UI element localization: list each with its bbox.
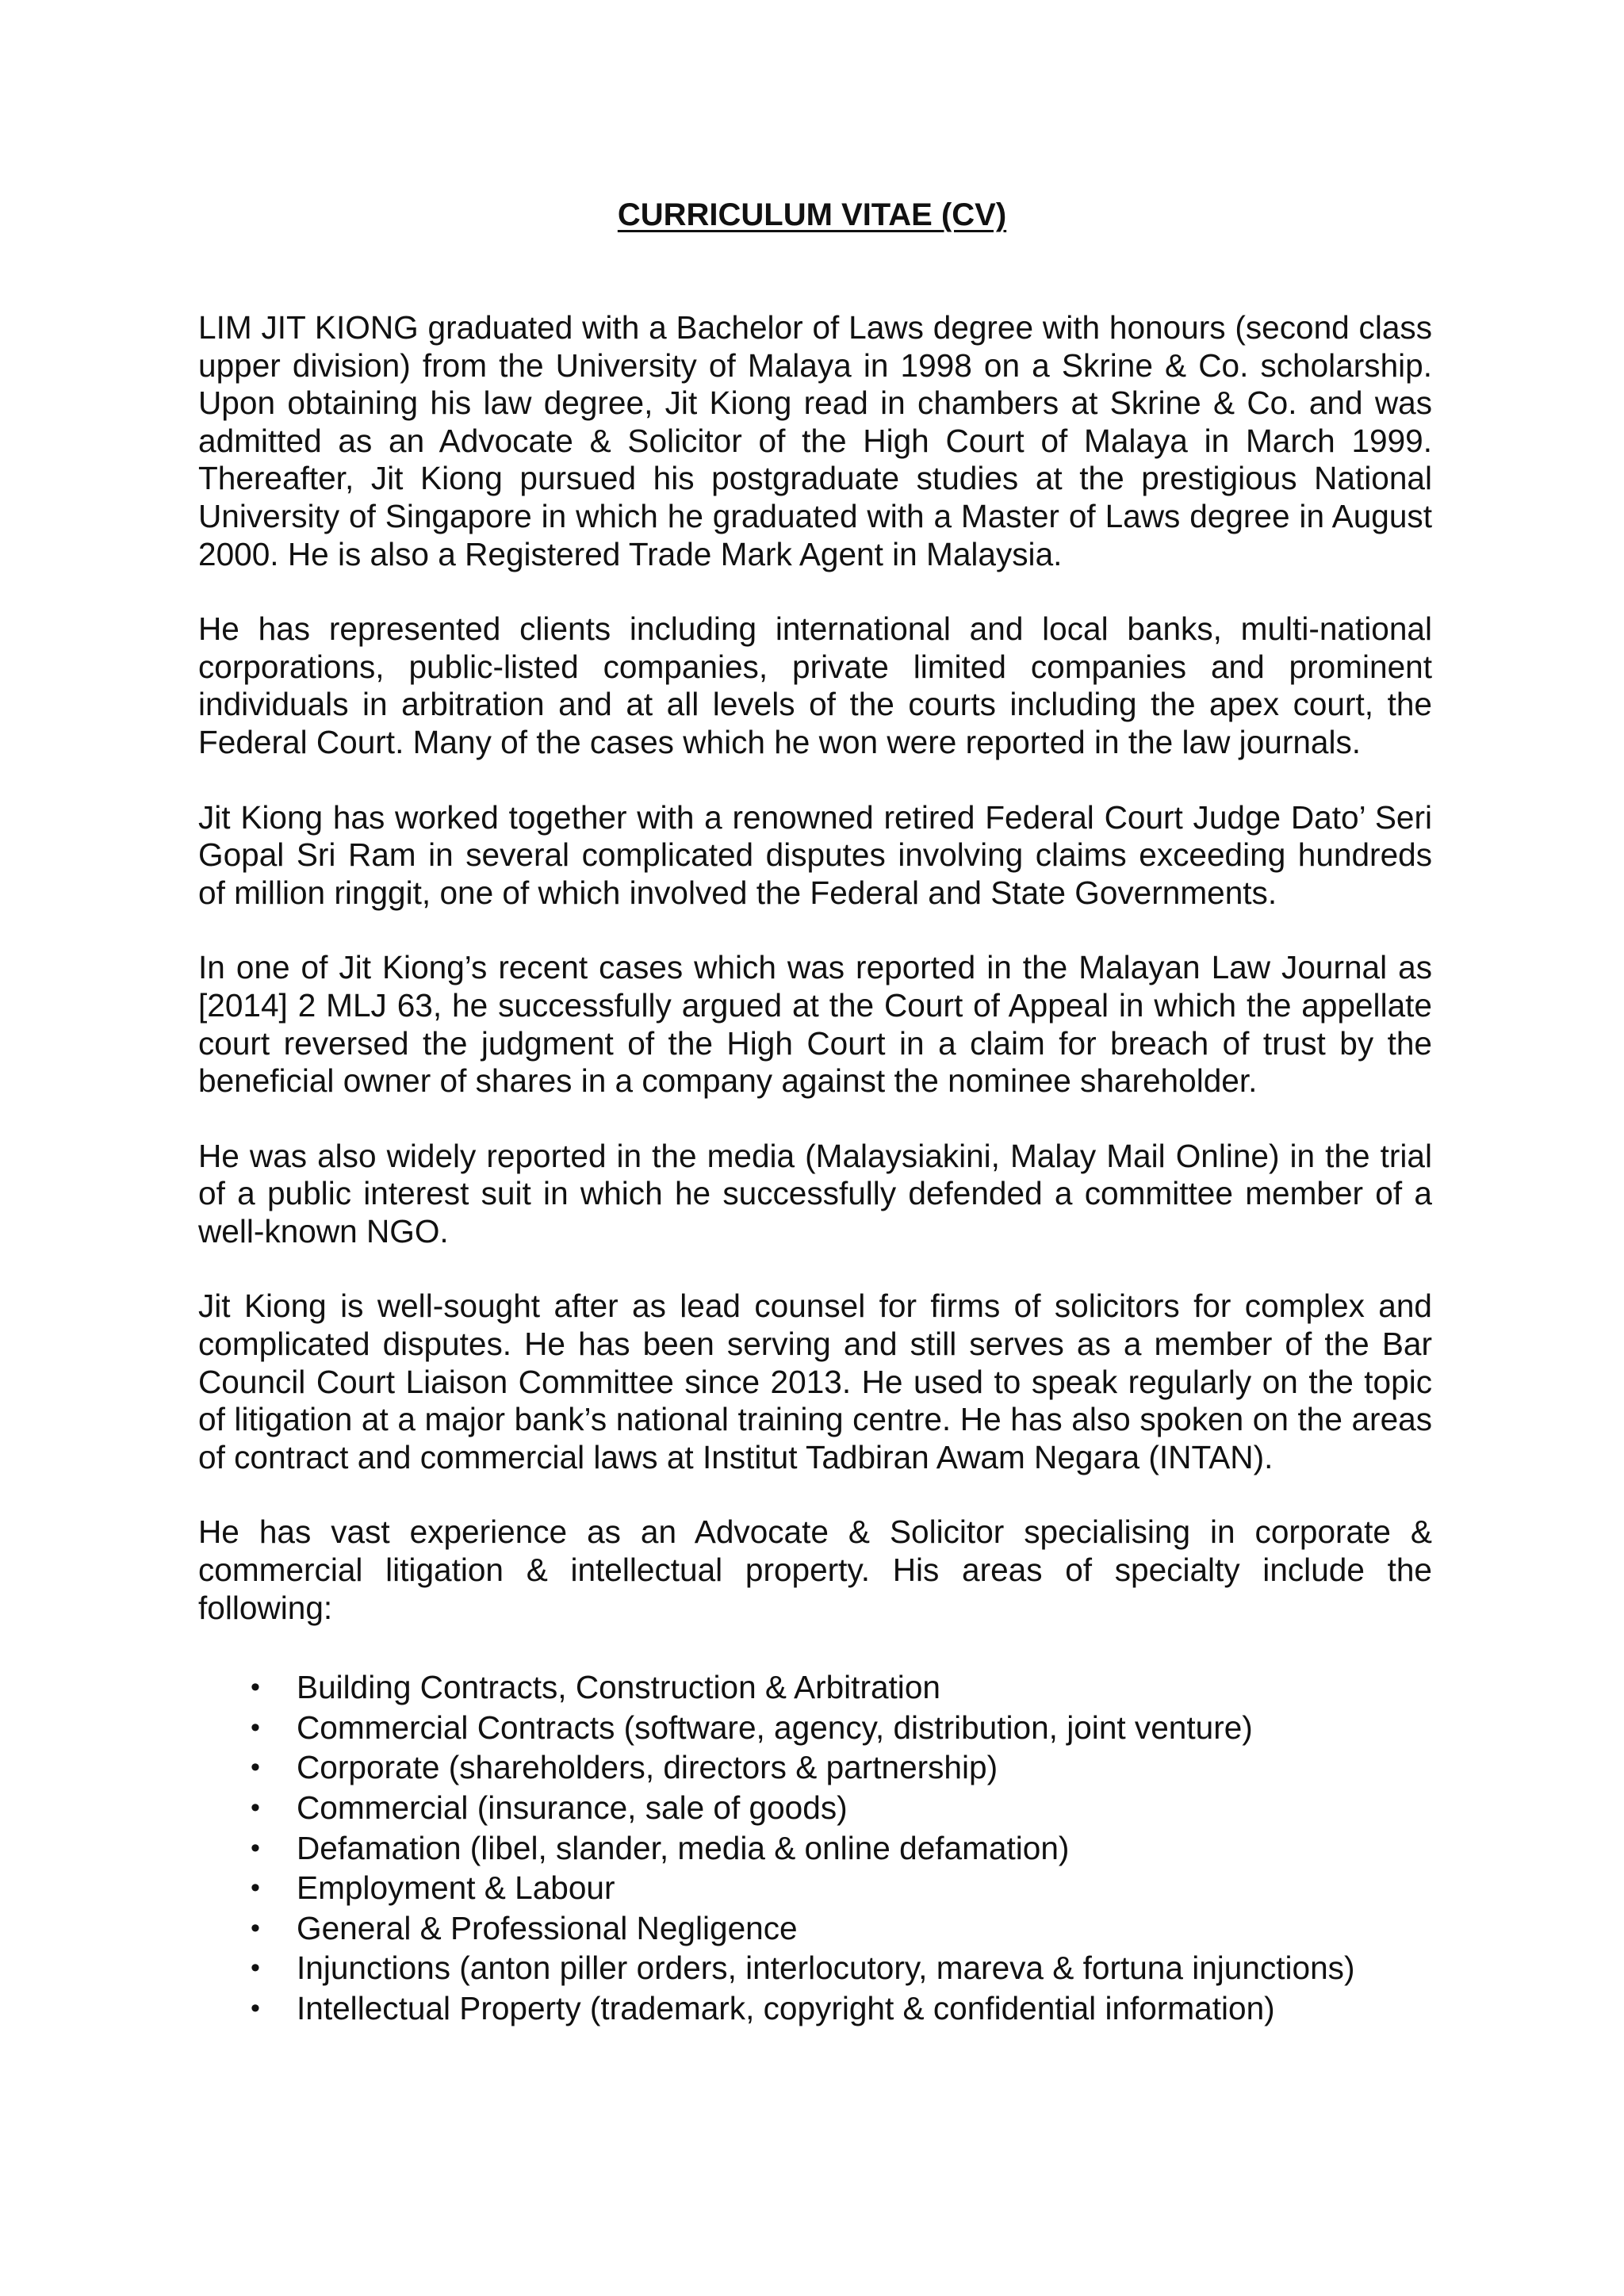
- paragraph-specialty-intro: He has vast experience as an Advocate & Solicitor specialising in corporate & commercial litigation & intellectual property. His areas of specialty include the following:: [198, 1513, 1432, 1626]
- list-item: [198, 1788, 1432, 1828]
- bullet-icon: •: [251, 1912, 260, 1943]
- list-item: [198, 1868, 1432, 1908]
- list-item-text: Commercial (insurance, sale of goods): [297, 1789, 848, 1826]
- document-title: CURRICULUM VITAE (CV): [617, 197, 1007, 232]
- list-item-text: Injunctions (anton piller orders, interlocutory, mareva & fortuna injunctions): [297, 1950, 1355, 1987]
- paragraph-lead-counsel: Jit Kiong is well-sought after as lead counsel for firms of solicitors for complex and complicated disputes. He has been serving and still serves as a member of the Bar Council Court Liaison Committee since 2013. He used to speak regularly on the topic of litigation at a major bank’s national training centre. He has also spoken on the areas of contract and commercial laws at Institut Tadbiran Awam Negara (INTAN).: [198, 1288, 1432, 1475]
- bullet-icon: •: [251, 1672, 260, 1703]
- bullet-icon: •: [251, 1752, 260, 1783]
- list-item: [198, 1988, 1432, 2029]
- bullet-icon: •: [251, 1992, 260, 2023]
- bullet-icon: •: [251, 1873, 260, 1904]
- list-item: [198, 1948, 1432, 1988]
- paragraph-federal-court: Jit Kiong has worked together with a renowned retired Federal Court Judge Dato’ Seri Gopal Sri Ram in several complicated disputes involving claims exceeding hundreds of million ringgit, one of which involved the Federal and State Governments.: [198, 798, 1432, 911]
- list-item-text: Corporate (shareholders, directors & partnership): [297, 1749, 998, 1786]
- bullet-icon: •: [251, 1953, 260, 1984]
- list-item-text: Commercial Contracts (software, agency, distribution, joint venture): [297, 1709, 1253, 1746]
- list-item-text: Defamation (libel, slander, media & online defamation): [297, 1829, 1070, 1866]
- document-body: [198, 309, 1432, 2026]
- list-item: [198, 1828, 1432, 1869]
- bullet-icon: •: [251, 1793, 260, 1823]
- list-item: [198, 1908, 1432, 1949]
- list-item-text: Intellectual Property (trademark, copyright & confidential information): [297, 1989, 1275, 2026]
- specialty-list: [198, 1667, 1432, 2028]
- list-item: [198, 1747, 1432, 1788]
- paragraph-clients: He has represented clients including international and local banks, multi-national corporations, public-listed companies, private limited companies and prominent individuals in arbitration and at all levels of the courts including the apex court, the Federal Court. Many of the cases which he won were reported in the law journals.: [198, 610, 1432, 760]
- list-item-text: Employment & Labour: [297, 1869, 615, 1907]
- paragraph-education: LIM JIT KIONG graduated with a Bachelor of Laws degree with honours (second class upper division) from the University of Malaya in 1998 on a Skrine & Co. scholarship. Upon obtaining his law degree, Jit Kiong read in chambers at Skrine & Co. and was admitted as an Advocate & Solicitor of the High Court of Malaya in March 1999. Thereafter, Jit Kiong pursued his postgraduate studies at the prestigious National University of Singapore in which he graduated with a Master of Laws degree in August 2000. He is also a Registered Trade Mark Agent in Malaysia.: [198, 309, 1432, 572]
- bullet-icon: •: [251, 1712, 260, 1743]
- list-item-text: Building Contracts, Construction & Arbitration: [297, 1669, 940, 1706]
- list-item: [198, 1667, 1432, 1708]
- list-item: [198, 1708, 1432, 1748]
- list-item-text: General & Professional Negligence: [297, 1909, 798, 1946]
- paragraph-recent-case: In one of Jit Kiong’s recent cases which was reported in the Malayan Law Journal as [2014] 2 MLJ 63, he successfully argued at the Court of Appeal in which the appellate court reversed the judgment of the High Court in a claim for breach of trust by the beneficial owner of shares in a company against the nominee shareholder.: [198, 949, 1432, 1100]
- bullet-icon: •: [251, 1832, 260, 1863]
- paragraph-media: He was also widely reported in the media (Malaysiakini, Malay Mail Online) in the trial of a public interest suit in which he successfully defended a committee member of a well-known NGO.: [198, 1137, 1432, 1249]
